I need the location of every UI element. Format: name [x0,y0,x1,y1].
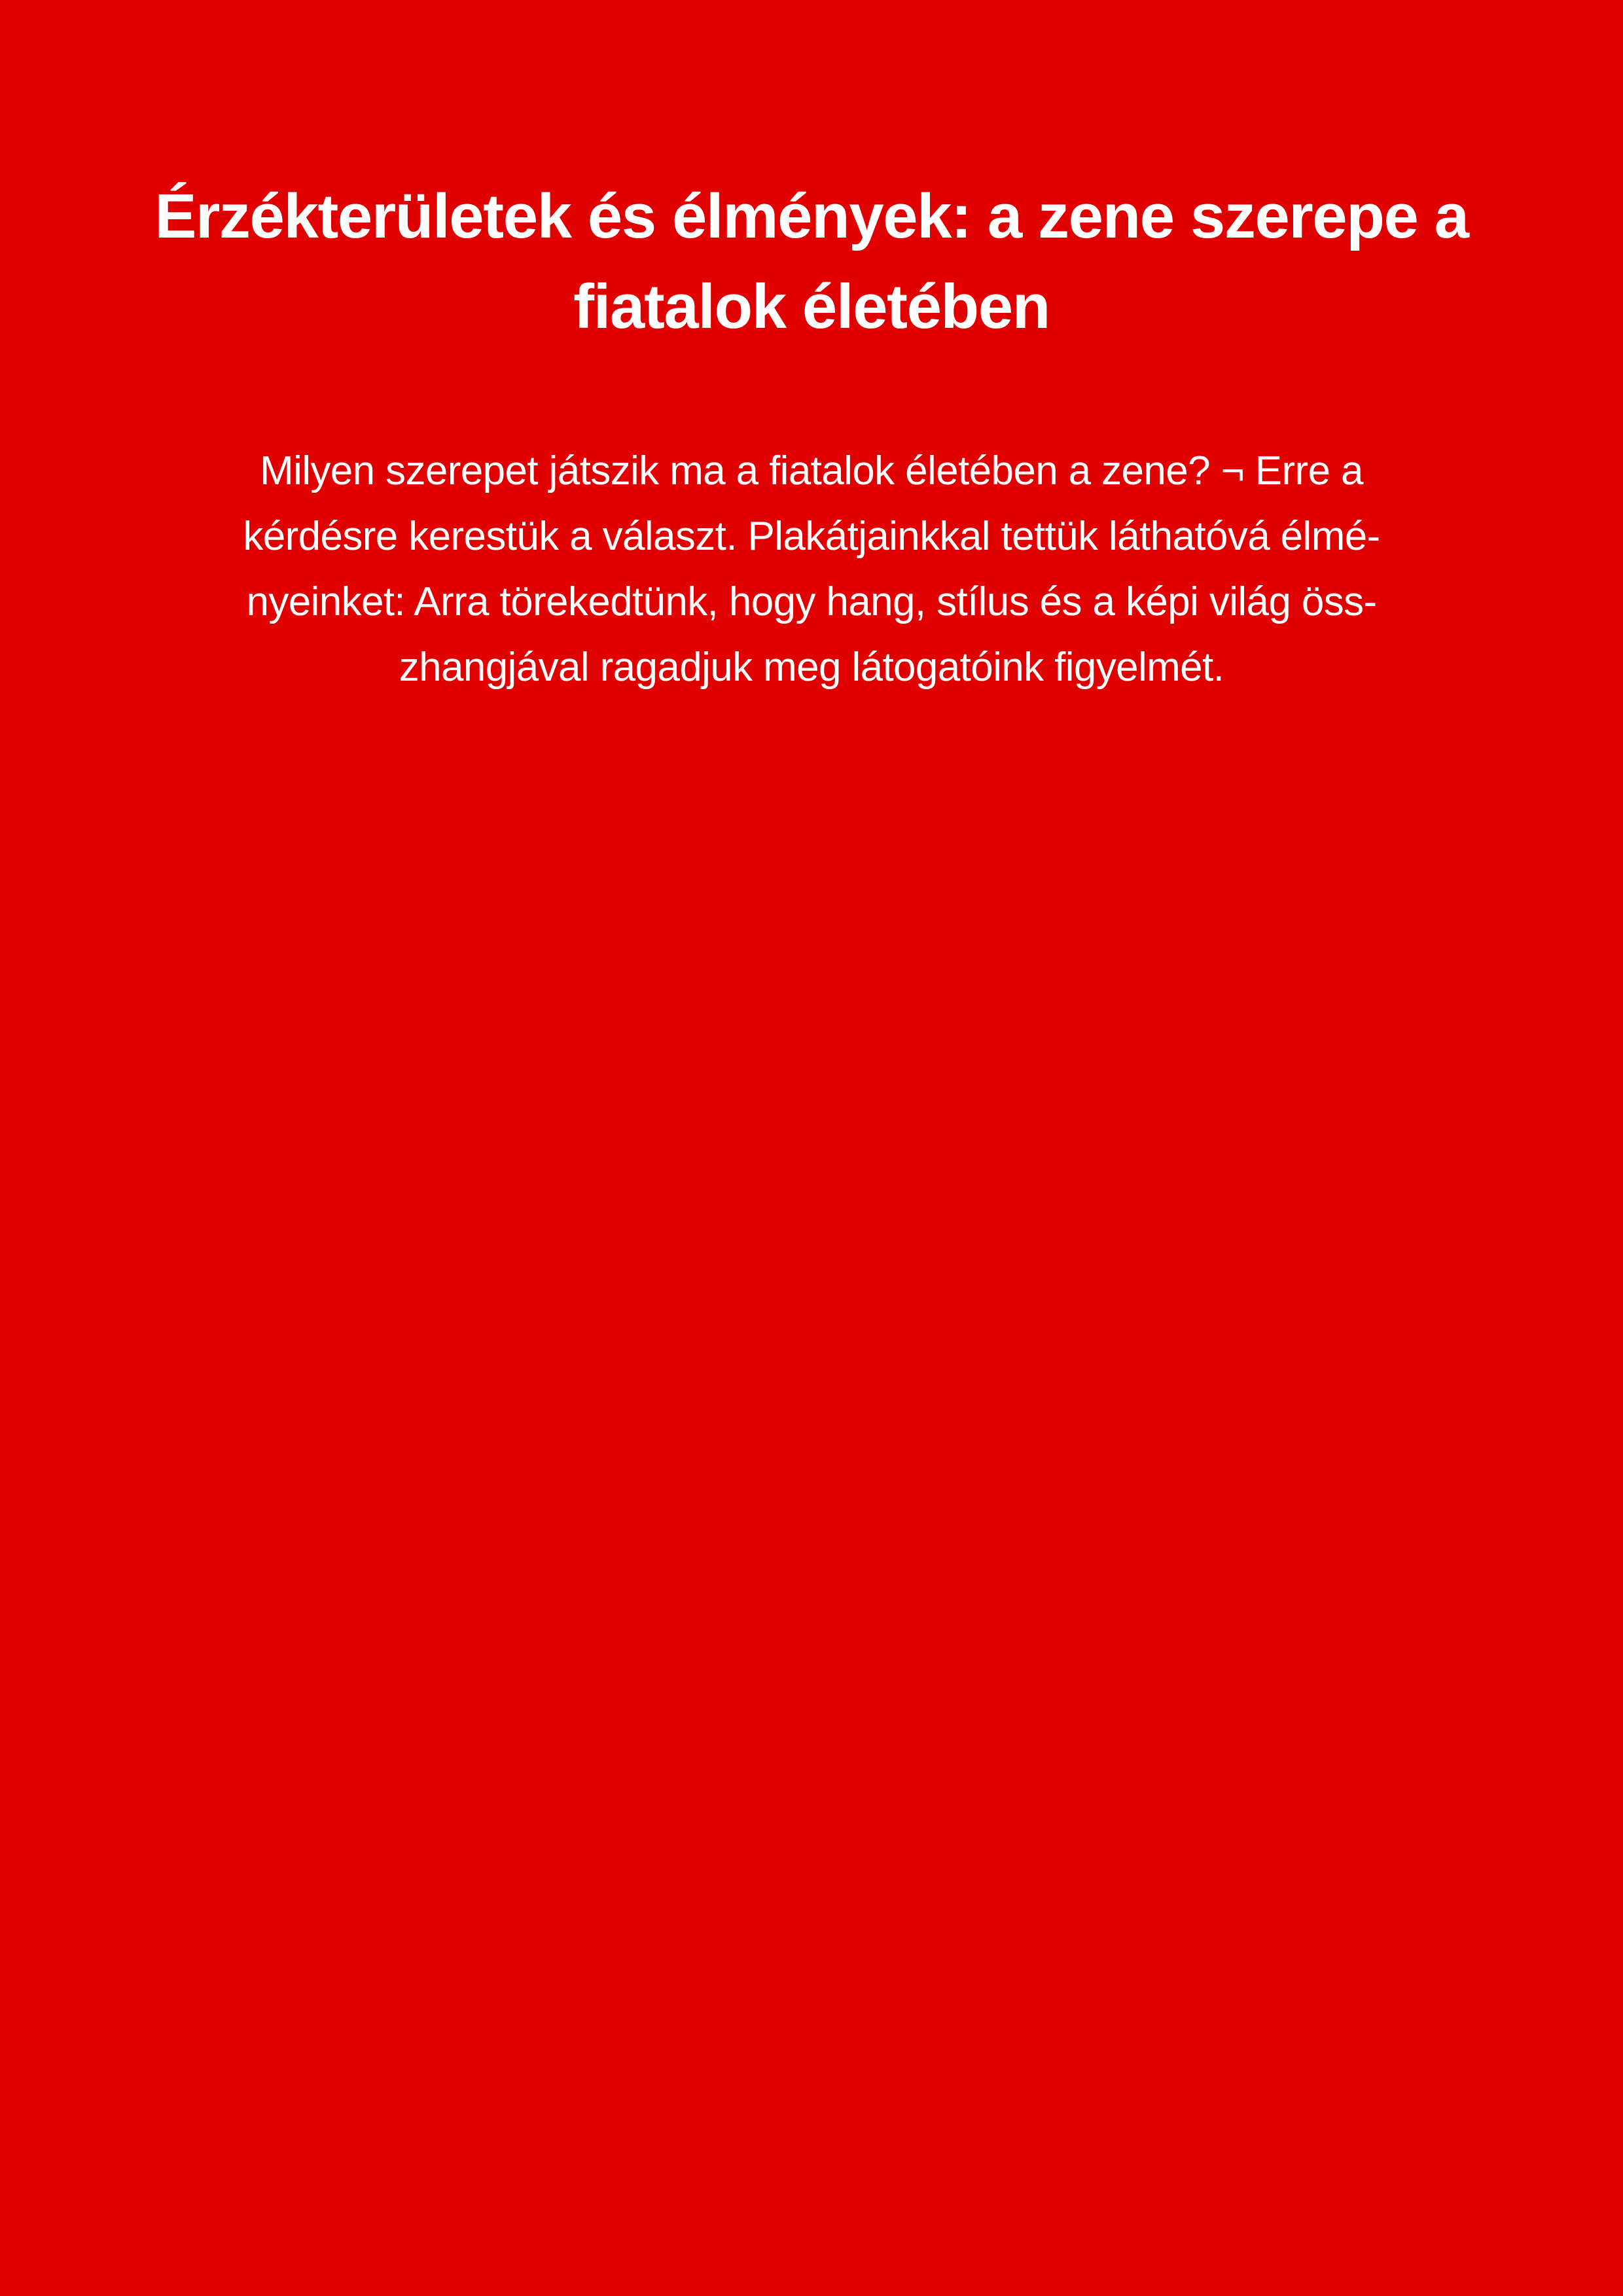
title-line: fiatalok életében [573,272,1050,342]
intro-paragraph [52,439,1571,700]
page-title [52,171,1571,352]
paragraph-line: Milyen szerepet játszik ma a fiatalok életében a zene? ¬ Erre a [260,448,1363,493]
paragraph-line: zhangjával ragadjuk meg látogatóink figyelmét. [399,645,1224,690]
title-line: Érzékterületek és élmények: a zene szerepe a [154,181,1469,251]
paragraph-line: nyeinket: Arra törekedtünk, hogy hang, stílus és a képi világ öss- [246,579,1377,624]
paragraph-line: kérdésre kerestük a választ. Plakátjainkkal tettük láthatóvá élmé- [243,514,1380,559]
